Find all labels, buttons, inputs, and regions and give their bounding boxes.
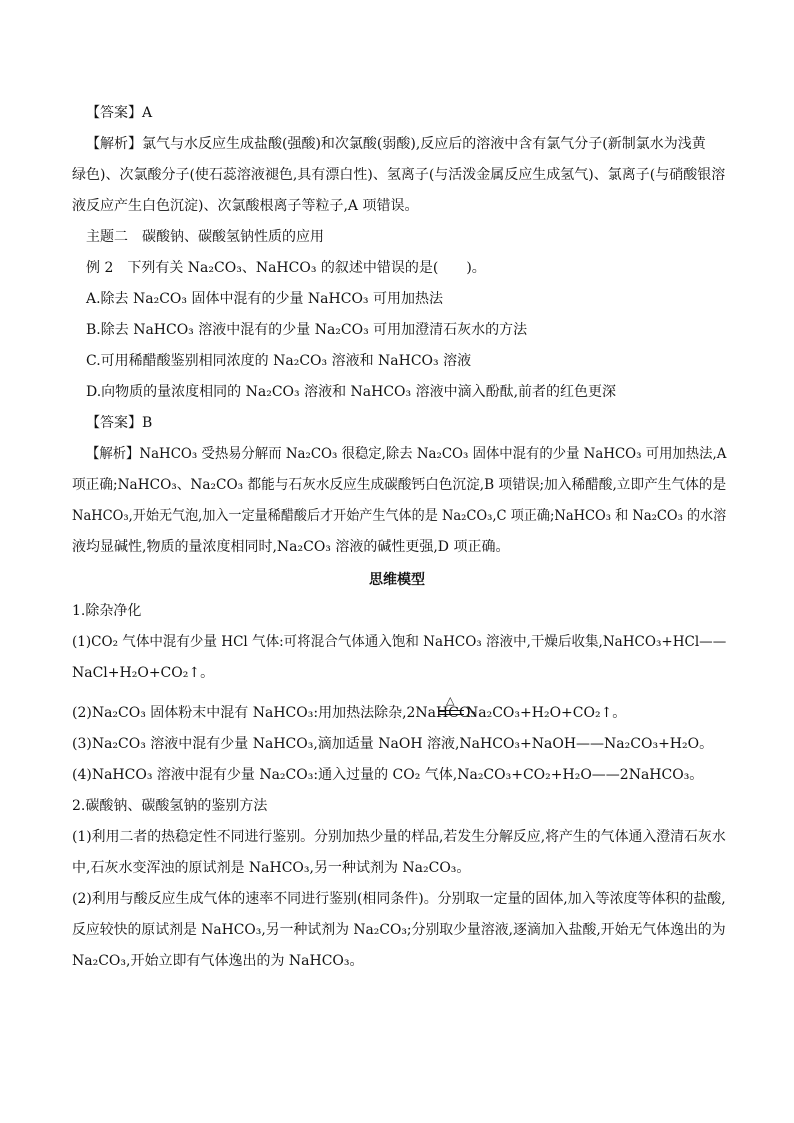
analysis-2-line-1: 【解析】NaHCO₃ 受热易分解而 Na₂CO₃ 很稳定,除去 Na₂CO₃ 固体中混有的少量 NaHCO₃ 可用加热法,A [86, 446, 727, 462]
answer-label-2: 【答案】B [86, 415, 153, 431]
example-question: 例 2 下列有关 Na₂CO₃、NaHCO₃ 的叙述中错误的是( )。 [86, 260, 486, 276]
identification-1-line-2: 中,石灰水变浑浊的原试剂是 NaHCO₃,另一种试剂为 Na₂CO₃。 [72, 860, 471, 876]
purification-2-part-2: Na₂CO₃+H₂O+CO₂↑。 [466, 705, 627, 721]
heat-symbol: △ [446, 694, 455, 707]
option-b: B.除去 NaHCO₃ 溶液中混有的少量 Na₂CO₃ 可用加澄清石灰水的方法 [86, 322, 528, 338]
identification-2-line-1: (2)利用与酸反应生成气体的速率不同进行鉴别(相同条件)。分别取一定量的固体,加入等浓度等体积的盐酸, [72, 891, 726, 907]
identification-1-line-1: (1)利用二者的热稳定性不同进行鉴别。分别加热少量的样品,若发生分解反应,将产生的气体通入澄清石灰水 [72, 829, 726, 845]
analysis-line-3: 液反应产生白色沉淀)、次氯酸根离子等粒子,A 项错误。 [72, 198, 419, 214]
analysis-2-line-2: 项正确;NaHCO₃、Na₂CO₃ 都能与石灰水反应生成碳酸钙白色沉淀,B 项错误;加入稀醋酸,立即产生气体的是 [72, 477, 727, 493]
equation-bar-top [438, 710, 464, 711]
purification-2-part-1: (2)Na₂CO₃ 固体粉末中混有 NaHCO₃:用加热法除杂,2NaHCO₃ [72, 705, 477, 721]
purification-1-line-1: (1)CO₂ 气体中混有少量 HCl 气体:可将混合气体通入饱和 NaHCO₃ 溶液中,干燥后收集,NaHCO₃+HCl—— [72, 634, 727, 650]
option-c: C.可用稀醋酸鉴别相同浓度的 Na₂CO₃ 溶液和 NaHCO₃ 溶液 [86, 353, 472, 369]
analysis-line-2: 绿色)、次氯酸分子(使石蕊溶液褪色,具有漂白性)、氢离子(与活泼金属反应生成氢气)、氯离子(与硝酸银溶 [72, 167, 726, 183]
equation-bar-bottom [438, 714, 464, 715]
section-title: 主题二 碳酸钠、碳酸氢钠性质的应用 [86, 229, 324, 245]
purification-1-line-2: NaCl+H₂O+CO₂↑。 [72, 665, 215, 681]
identification-heading: 2.碳酸钠、碳酸氢钠的鉴别方法 [72, 798, 268, 814]
purification-heading: 1.除杂净化 [72, 603, 142, 619]
analysis-2-line-4: 液均显碱性,物质的量浓度相同时,Na₂CO₃ 溶液的碱性更强,D 项正确。 [72, 539, 510, 555]
answer-label-1: 【答案】A [86, 105, 153, 121]
option-d: D.向物质的量浓度相同的 Na₂CO₃ 溶液和 NaHCO₃ 溶液中滴入酚酞,前者的红色更深 [86, 384, 617, 400]
thinking-model-heading: 思维模型 [369, 572, 425, 588]
identification-2-line-3: Na₂CO₃,开始立即有气体逸出的为 NaHCO₃。 [72, 953, 364, 969]
identification-2-line-2: 反应较快的原试剂是 NaHCO₃,另一种试剂为 Na₂CO₃;分别取少量溶液,逐滴加入盐酸,开始无气体逸出的为 [72, 922, 726, 938]
analysis-2-line-3: NaHCO₃,开始无气泡,加入一定量稀醋酸后才开始产生气体的是 Na₂CO₃,C 项正确;NaHCO₃ 和 Na₂CO₃ 的水溶 [72, 508, 727, 524]
option-a: A.除去 Na₂CO₃ 固体中混有的少量 NaHCO₃ 可用加热法 [86, 291, 443, 307]
purification-3: (3)Na₂CO₃ 溶液中混有少量 NaHCO₃,滴加适量 NaOH 溶液,NaHCO₃+NaOH——Na₂CO₃+H₂O。 [72, 736, 714, 752]
purification-4: (4)NaHCO₃ 溶液中混有少量 Na₂CO₃:通入过量的 CO₂ 气体,Na₂CO₃+CO₂+H₂O——2NaHCO₃。 [72, 767, 704, 783]
analysis-line-1: 【解析】氯气与水反应生成盐酸(强酸)和次氯酸(弱酸),反应后的溶液中含有氯气分子(新制氯水为浅黄 [86, 136, 706, 152]
